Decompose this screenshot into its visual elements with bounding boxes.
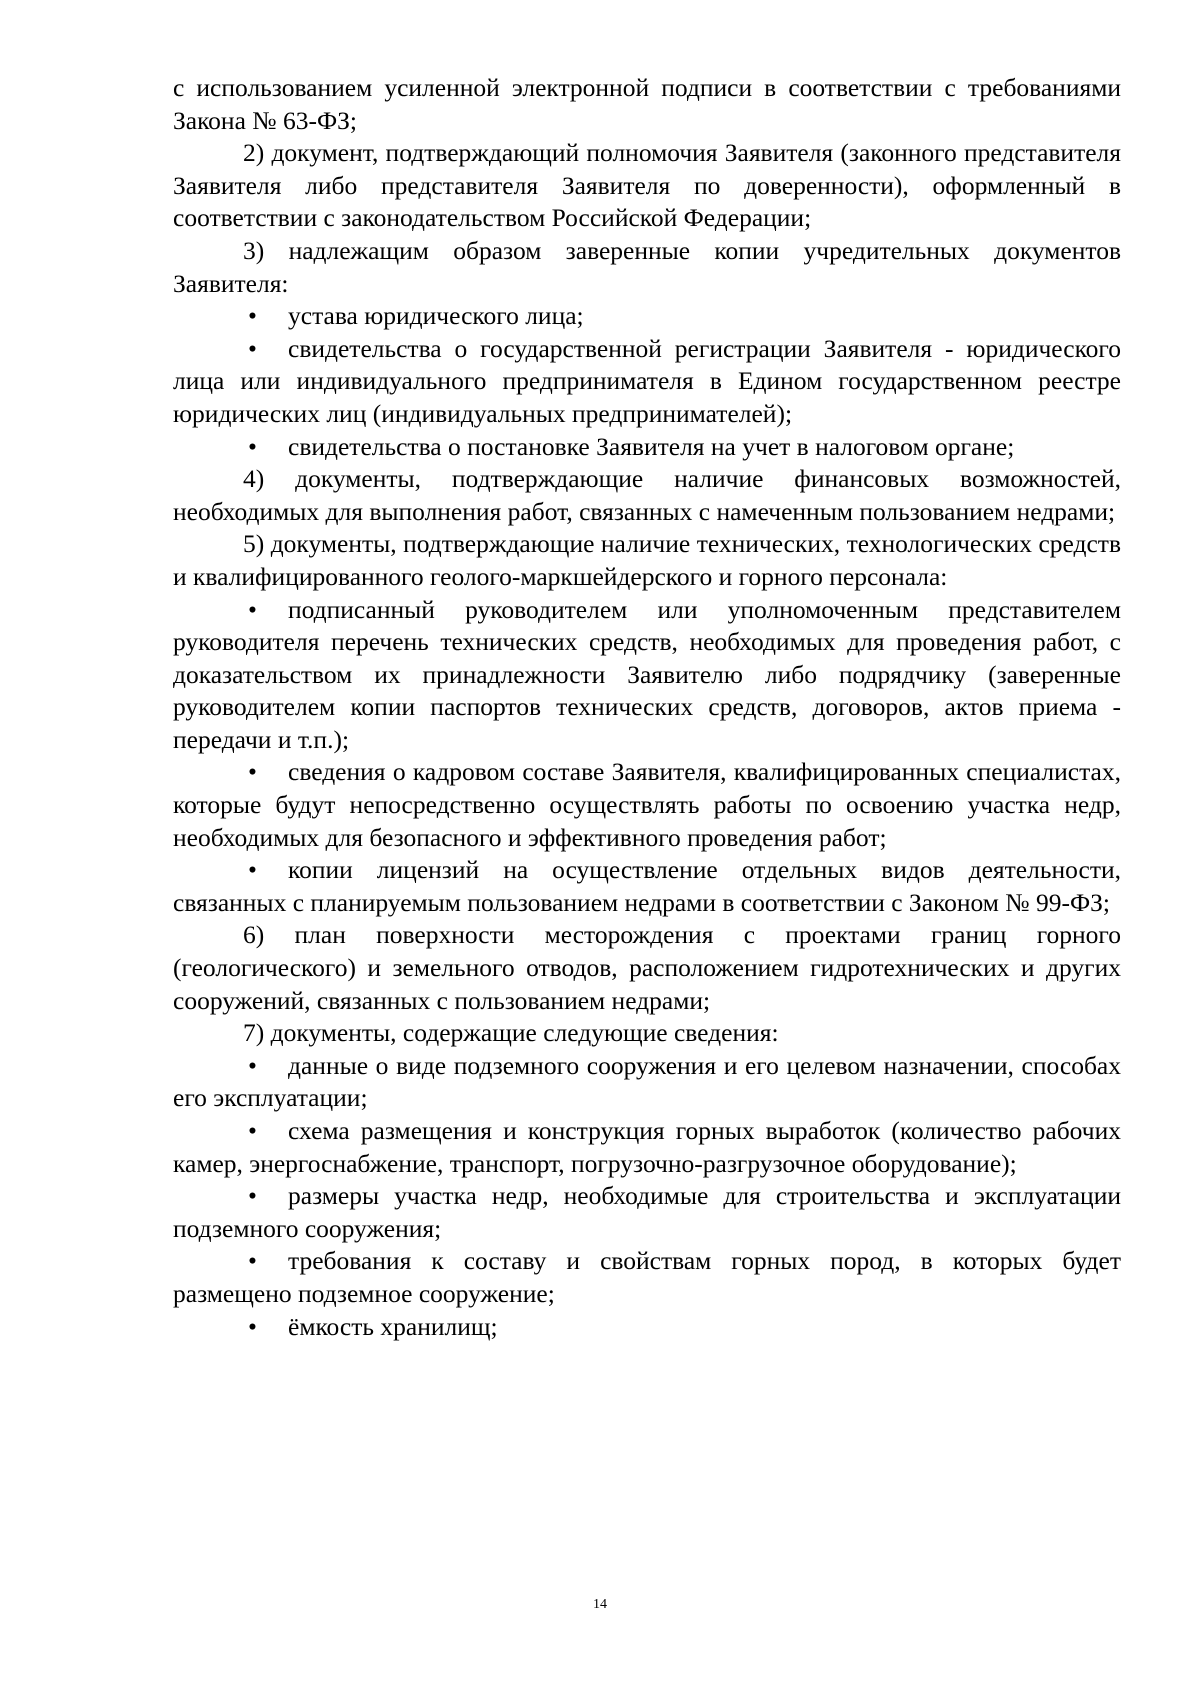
list-item-5: 5) документы, подтверждающие наличие технических, технологических средств и квалифицированного геолого-маркшейдерского и горного персонала: [173, 529, 1121, 591]
bullet-item [173, 1311, 1121, 1344]
bullet-text: схема размещения и конструкция горных выработок (количество рабочих камер, энергоснабжение, транспорт, погрузочно-разгрузочное оборудование); [173, 1116, 1121, 1178]
page-number: 14 [593, 1597, 607, 1612]
list-item-3: 3) надлежащим образом заверенные копии учредительных документов Заявителя: [173, 235, 1121, 298]
bullet-item [173, 1245, 1121, 1310]
bullet-item [173, 594, 1121, 757]
bullet-item [173, 1115, 1121, 1180]
list-item-4: 4) документы, подтверждающие наличие финансовых возможностей, необходимых для выполнения работ, связанных с намеченным пользованием недрами; [173, 464, 1121, 526]
bullet-icon: • [248, 757, 257, 787]
bullet-text: свидетельства о постановке Заявителя на учет в налоговом органе; [288, 431, 1015, 461]
bullet-text: устава юридического лица; [288, 301, 584, 331]
bullet-icon: • [248, 1116, 257, 1145]
bullet-item [173, 756, 1121, 854]
bullet-item [173, 333, 1121, 431]
bullet-item [173, 431, 1121, 464]
bullet-item [173, 1180, 1121, 1245]
bullet-text: размеры участка недр, необходимые для строительства и эксплуатации подземного сооружения; [173, 1181, 1121, 1243]
bullet-text: требования к составу и свойствам горных пород, в которых будет размещено подземное сооружение; [173, 1246, 1121, 1308]
list-item-7: 7) документы, содержащие следующие сведения: [243, 1018, 779, 1048]
bullet-text: ёмкость хранилищ; [288, 1311, 498, 1341]
bullet-icon: • [248, 1181, 257, 1211]
bullet-icon: • [248, 333, 257, 363]
paragraph-continuation: с использованием усиленной электронной подписи в соответствии с требованиями Закона № 63-ФЗ; [173, 73, 1121, 135]
list-item-2: 2) документ, подтверждающий полномочия Заявителя (законного представителя Заявителя либо представителя Заявителя по доверенности), оформленный в соответствии с законодательством Российской Федерации; [173, 138, 1121, 233]
bullet-item [173, 1050, 1121, 1115]
document-page [173, 72, 1121, 1343]
bullet-icon: • [248, 1246, 257, 1276]
bullet-text: свидетельства о государственной регистрации Заявителя - юридического лица или индивидуального предпринимателя в Едином государственном реестре юридических лиц (индивидуальных предпринимателей); [173, 333, 1121, 428]
bullet-text: копии лицензий на осуществление отдельных видов деятельности, связанных с планируемым пользованием недрами в соответствии с Законом № 99-ФЗ; [173, 855, 1121, 917]
list-item-6: 6) план поверхности месторождения с проектами границ горного (геологического) и земельного отводов, расположением гидротехнических и других сооружений, связанных с пользованием недрами; [173, 920, 1121, 1015]
bullet-text: данные о виде подземного сооружения и его целевом назначении, способах его эксплуатации; [173, 1050, 1121, 1113]
bullet-icon: • [248, 855, 257, 885]
bullet-item [173, 300, 1121, 333]
bullet-icon: • [248, 1050, 257, 1080]
bullet-icon: • [248, 1311, 257, 1341]
bullet-icon: • [248, 431, 257, 461]
bullet-item [173, 854, 1121, 919]
bullet-icon: • [248, 301, 257, 331]
bullet-text: сведения о кадровом составе Заявителя, квалифицированных специалистах, которые будут непосредственно осуществлять работы по освоению участка недр, необходимых для безопасного и эффективного проведения работ; [173, 757, 1121, 852]
bullet-icon: • [248, 594, 257, 624]
bullet-text: подписанный руководителем или уполномоченным представителем руководителя перечень технических средств, необходимых для проведения работ, с доказательством их принадлежности Заявителю либо подрядчику (заверенные руководителем копии паспортов технических средств, договоров, актов приема - передачи и т.п.); [173, 594, 1121, 754]
